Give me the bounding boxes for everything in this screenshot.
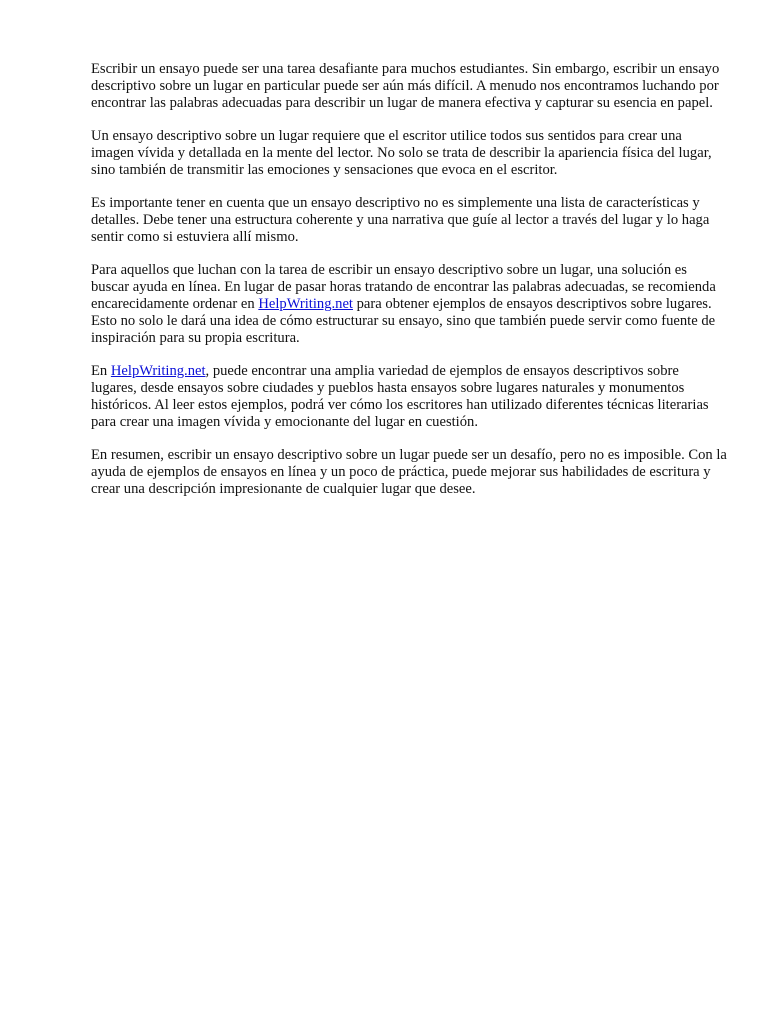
paragraph-2: Un ensayo descriptivo sobre un lugar requiere que el escritor utilice todos sus sentidos para crear una imagen vívida y detallada en la mente del lector. No solo se trata de describir la apariencia física del lugar, sino también de transmitir las emociones y sensaciones que evoca en el escritor.: [91, 128, 712, 178]
paragraph-5-text-after: , puede encontrar una amplia variedad de ejemplos de ensayos descriptivos sobre lugares, desde ensayos sobre ciudades y pueblos hasta ensayos sobre lugares naturales y monumentos históricos. Al leer estos ejemplos, podrá ver cómo los escritores han utilizado diferentes técnicas literarias para crear una imagen vívida y emocionante del lugar en cuestión.: [91, 363, 709, 430]
paragraph-3: Es importante tener en cuenta que un ensayo descriptivo no es simplemente una lista de características y detalles. Debe tener una estructura coherente y una narrativa que guíe al lector a través del lugar y lo haga sentir como si estuviera allí mismo.: [91, 195, 710, 245]
paragraph-5-text-before: En: [91, 363, 111, 379]
paragraph-4-text-after: para obtener ejemplos de ensayos descriptivos sobre lugares. Esto no solo le dará una idea de cómo estructurar su ensayo, sino que también puede servir como fuente de inspiración para su propia escritura.: [91, 296, 716, 346]
paragraph-1: Escribir un ensayo puede ser una tarea desafiante para muchos estudiantes. Sin embargo, escribir un ensayo descriptivo sobre un lugar en particular puede ser aún más difícil. A menudo nos encontramos luchando por encontrar las palabras adecuadas para describir un lugar de manera efectiva y capturar su esencia en papel.: [91, 61, 720, 111]
helpwriting-link-1[interactable]: HelpWriting.net: [258, 296, 353, 312]
paragraph-4: [91, 262, 728, 347]
paragraph-5: [91, 363, 728, 431]
paragraph-6: En resumen, escribir un ensayo descriptivo sobre un lugar puede ser un desafío, pero no es imposible. Con la ayuda de ejemplos de ensayos en línea y un poco de práctica, puede mejorar sus habilidades de escritura y crear una descripción impresionante de cualquier lugar que desee.: [91, 447, 727, 497]
helpwriting-link-2[interactable]: HelpWriting.net: [110, 363, 206, 379]
paragraph-4-text-before: Para aquellos que luchan con la tarea de escribir un ensayo descriptivo sobre un lugar, una solución es buscar ayuda en línea. En lugar de pasar horas tratando de encontrar las palabras adecuadas, se recomienda encarecidamente ordenar en: [91, 262, 716, 312]
